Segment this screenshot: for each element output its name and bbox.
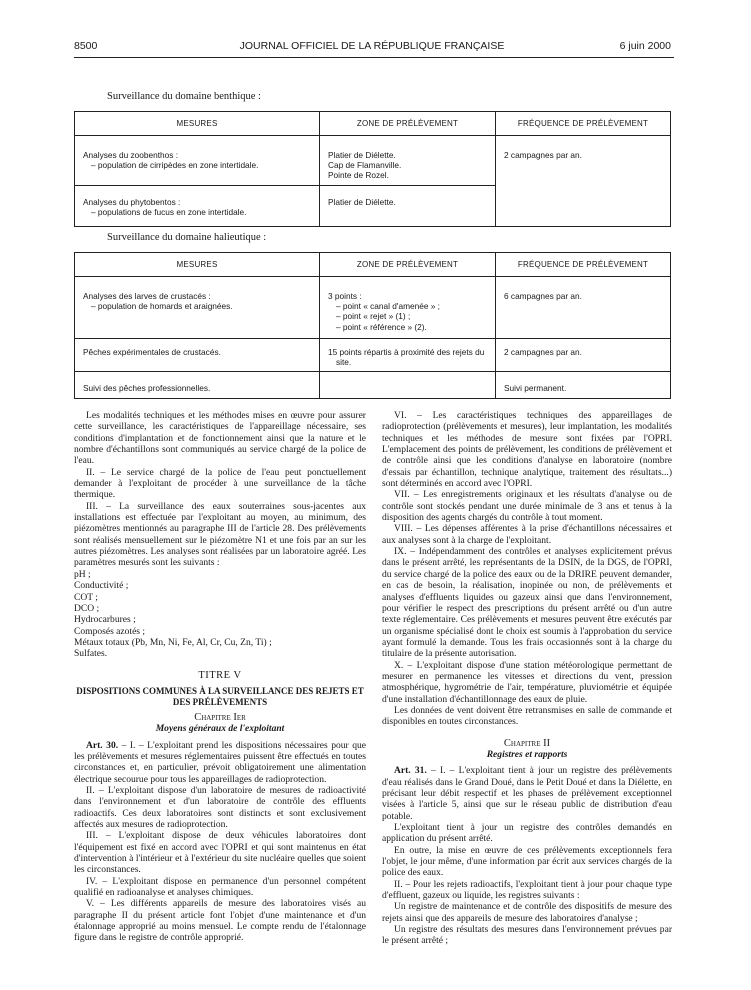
cell-mesure <box>75 339 320 372</box>
mesure-title: Suivi des pêches professionnelles. <box>83 383 211 394</box>
paragraph: Un registre de maintenance et de contrôle des dispositifs de mesure des rejets ainsi que des appareils de mesure des laboratoires d'analyse ; <box>382 901 672 924</box>
column-header-mesures: MESURES <box>75 112 320 136</box>
right-column <box>382 410 672 947</box>
zone-line: Platier de Diélette. <box>328 150 396 160</box>
paragraph: Les données de vent doivent être retransmises en salle de commande et disponibles en toutes circonstances. <box>382 704 672 728</box>
table-benthique <box>74 111 671 227</box>
list-item: Sulfates. <box>74 648 108 660</box>
cell-zone <box>320 339 496 372</box>
zone-line: Pointe de Rozel. <box>328 170 389 181</box>
list-item: Hydrocarbures ; <box>74 614 136 626</box>
list-item: DCO ; <box>74 602 100 614</box>
table-header-row <box>75 253 671 277</box>
chapter-heading: Chapitre II <box>503 737 551 749</box>
cell-frequence <box>496 136 671 227</box>
cell-zone <box>320 372 496 398</box>
paragraph: II. – L'exploitant dispose d'un laboratoire de mesures de radioactivité dans l'environnement et d'un laboratoire de contrôle des effluents radioactifs. Ces deux laboratoires sont distincts et sont exclusivement affectés aux mesures de radioprotection. <box>74 784 366 830</box>
list-item: COT ; <box>74 591 98 603</box>
paragraph: III. – L'exploitant dispose de deux véhicules laboratoires dont l'équipement est fixé en accord avec l'OPRI et qui sont maintenus en état d'intervention à l'intérieur et à l'extérieur du site nucléaire quelles que soient les circonstances. <box>74 830 366 876</box>
frequence-text: 6 campagnes par an. <box>504 291 582 301</box>
paragraph: VIII. – Les dépenses afférentes à la prise d'échantillons nécessaires et aux analyses sont à la charge de l'exploitant. <box>382 523 672 546</box>
article-text: – I. – L'exploitant tient à jour un registre des prélèvements d'eau réalisés dans le Grand Doué, dans le Petit Doué et dans la Diélette, en précisant leur débit respectif et les phases de prélèvement exceptionnel visées à l'article 5, ainsi que sur le réseau public de distribution d'eau potable. <box>382 765 672 822</box>
article-text: – I. – L'exploitant prend les dispositions nécessaires pour que les prélèvements et mesures réglementaires puissent être effectués en toutes circonstances et, en particulier, prévoit obligatoirement une alimentation électrique secourue pour tous les appareillages de radioprotection. <box>74 739 366 785</box>
left-column <box>74 410 366 944</box>
mesure-title: Analyses du phytobentos : <box>83 196 181 207</box>
zone-line: Cap de Flamanville. <box>328 160 402 171</box>
list-item: Composés azotés ; <box>74 625 146 637</box>
column-header-mesures: MESURES <box>75 253 320 277</box>
list-item: Métaux totaux (Pb, Mn, Ni, Fe, Al, Cr, Cu, Zn, Ti) ; <box>74 636 272 648</box>
cell-frequence <box>496 372 671 398</box>
column-header-frequence: FRÉQUENCE DE PRÉLÈVEMENT <box>496 112 671 136</box>
section-heading: DISPOSITIONS COMMUNES À LA SURVEILLANCE DES REJETS ET DES PRÉLÈVEMENTS <box>76 685 364 707</box>
chapter-heading: Chapitre Ier <box>194 711 246 723</box>
table-row <box>75 136 671 186</box>
zone-line: site. <box>336 357 352 368</box>
caption-benthique: Surveillance du domaine benthique : <box>107 91 261 102</box>
cell-mesure <box>75 372 320 398</box>
zone-line: – point « référence » (2). <box>336 321 427 332</box>
cell-zone <box>320 136 496 186</box>
mesure-title: Pêches expérimentales de crustacés. <box>83 347 221 357</box>
table-row <box>75 372 671 398</box>
titre-heading: TITRE V <box>198 669 242 681</box>
column-header-frequence: FRÉQUENCE DE PRÉLÈVEMENT <box>496 253 671 277</box>
list-item: Conductivité ; <box>74 580 129 592</box>
cell-frequence <box>496 277 671 339</box>
paragraph: X. – L'exploitant dispose d'une station météorologique permettant de mesurer en permanence les vitesses et directions du vent, pression atmosphérique, hygrométrie de l'air, température, pluviométrie et équipée d'une installation d'échantillonnage des eaux de pluie. <box>382 659 672 705</box>
cell-zone <box>320 185 496 226</box>
frequence-text: Suivi permanent. <box>504 383 567 394</box>
paragraph: Les modalités techniques et les méthodes mises en œuvre pour assurer cette surveillance, les caractéristiques de l'appareillage nécessaire, ses conditions d'implantation et de fonctionnement ainsi que la nature et le nombre d'échantillons sont communiqués au service chargé de la police de l'eau. <box>74 410 366 467</box>
mesure-detail: – populations de fucus en zone intertidale. <box>91 206 247 217</box>
publication-date: 6 juin 2000 <box>619 40 671 52</box>
table-header-row <box>75 112 671 136</box>
list-item: pH ; <box>74 568 91 580</box>
zone-title: 15 points répartis à proximité des rejets du <box>328 347 485 357</box>
paragraph: II. – Le service chargé de la police de l'eau peut ponctuellement demander à l'exploitant de procéder à une surveillance de la tâche thermique. <box>74 466 366 501</box>
paragraph: II. – Pour les rejets radioactifs, l'exploitant tient à jour pour chaque type d'effluent, gazeux ou liquide, les registres suivants : <box>382 878 672 902</box>
column-header-zone: ZONE DE PRÉLÈVEMENT <box>320 253 496 277</box>
cell-zone <box>320 277 496 339</box>
paragraph: VII. – Les enregistrements originaux et les résultats d'analyse ou de contrôle sont stockés pendant une durée minimale de 3 ans et tenus à la disposition des agents chargés du contrôle à tout moment. <box>382 489 672 524</box>
parameter-list <box>74 569 366 660</box>
mesure-title: Analyses des larves de crustacés : <box>83 291 211 301</box>
chapter-subheading: Registres et rapports <box>486 748 568 760</box>
cell-frequence <box>496 339 671 372</box>
table-row <box>75 339 671 372</box>
frequence-text: 2 campagnes par an. <box>504 347 582 357</box>
article-31 <box>382 765 672 822</box>
paragraph: En outre, la mise en œuvre de ces prélèvements exceptionnels fera l'objet, le jour même, d'une information par écrit aux services chargés de la police des eaux. <box>382 844 672 879</box>
zone-line: – point « canal d'amenée » ; <box>336 301 440 312</box>
table-row <box>75 277 671 339</box>
mesure-detail: – population de homards et araignées. <box>91 301 233 312</box>
mesure-title: Analyses du zoobenthos : <box>83 150 179 160</box>
zone-title: 3 points : <box>328 291 362 301</box>
paragraph: IX. – Indépendamment des contrôles et analyses explicitement prévus dans le présent arrêté, les représentants de la DSIN, de la DGS, de l'OPRI, du service chargé de la police des eaux ou de la DRIRE peuvent demander, en cas de besoin, la réalisation, inopinée ou non, de prélèvements et analyses d'effluents liquides ou gazeux ainsi que dans l'environnement, pour vérifier le respect des prescriptions du présent arrêté ou d'un autre texte réglementaire. Ces prélèvements et mesures peuvent être exécutés par un organisme spécialisé dont le choix est soumis à l'approbation du service ayant formulé la demande. Tous les frais occasionnés sont à la charge du titulaire de la présente autorisation. <box>382 546 672 660</box>
page-number: 8500 <box>74 40 98 52</box>
article-30 <box>74 740 366 785</box>
chapter-subheading: Moyens généraux de l'exploitant <box>155 723 285 735</box>
zone-line: Platier de Diélette. <box>328 196 396 207</box>
cell-mesure <box>75 185 320 226</box>
zone-line: – point « rejet » (1) ; <box>336 311 411 322</box>
paragraph: L'exploitant tient à jour un registre des contrôles demandés en application du présent arrêté. <box>382 822 672 845</box>
article-label: Art. 31. <box>394 765 427 777</box>
paragraph: III. – La surveillance des eaux souterraines sous-jacentes aux installations est effectuée par l'exploitant au moyen, au minimum, des piézomètres mentionnés au paragraphe III de l'article 28. Des prélèvements sont réalisés mensuellement sur le piézomètre N1 et une fois par an sur les autres piézomètres. Les analyses sont réalisées par un laboratoire agréé. Les paramètres mesurés sont les suivants : <box>74 500 366 569</box>
frequence-text: 2 campagnes par an. <box>504 150 582 160</box>
cell-mesure <box>75 136 320 186</box>
header-rule <box>74 57 674 58</box>
paragraph: Un registre des résultats des mesures dans l'environnement prévues par le présent arrêté ; <box>382 924 672 947</box>
article-label: Art. 30. <box>86 739 119 751</box>
paragraph: VI. – Les caractéristiques techniques des appareillages de radioprotection (prélèvements et mesures), leur implantation, les modalités techniques et les méthodes de mesure sont fixées par l'OPRI. L'emplacement des points de prélèvement, les conditions de prélèvement et de contrôle ainsi que les conditions d'analyse en laboratoire (nombre d'essais par échantillon, technique analytique, traitement des résultats...) sont déterminés en accord avec l'OPRI. <box>382 410 672 490</box>
cell-mesure <box>75 277 320 339</box>
caption-halieutique: Surveillance du domaine halieutique : <box>107 232 267 243</box>
paragraph: IV. – L'exploitant dispose en permanence d'un personnel compétent qualifié en radioanalyse et analyses chimiques. <box>74 875 366 899</box>
paragraph: V. – Les différents appareils de mesure des laboratoires visés au paragraphe II du présent article font l'objet d'une maintenance et d'un étalonnage approprié au moins mensuel. Le compte rendu de l'étalonnage figure dans le registre de contrôle approprié. <box>74 898 366 944</box>
mesure-detail: – population de cirripèdes en zone intertidale. <box>91 160 259 171</box>
table-halieutique <box>74 252 671 399</box>
journal-title: JOURNAL OFFICIEL DE LA RÉPUBLIQUE FRANÇAISE <box>239 40 505 52</box>
column-header-zone: ZONE DE PRÉLÈVEMENT <box>320 112 496 136</box>
